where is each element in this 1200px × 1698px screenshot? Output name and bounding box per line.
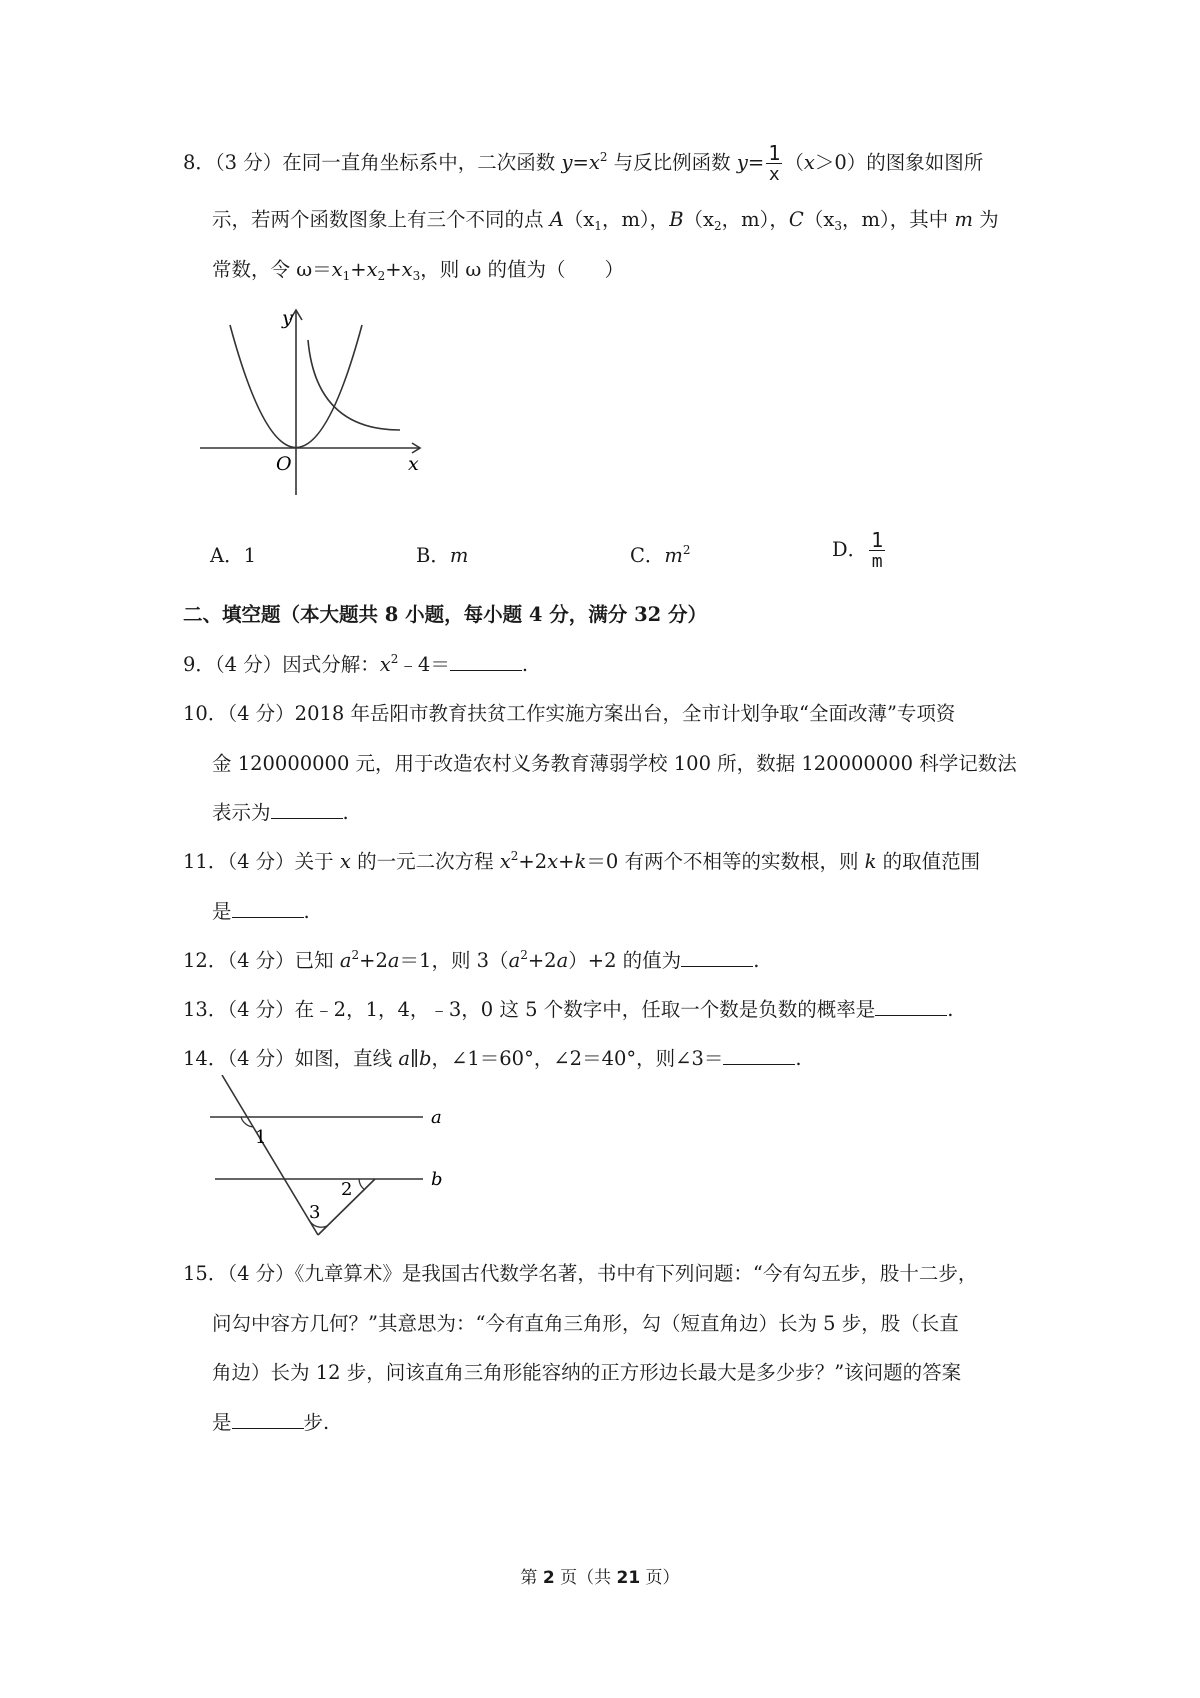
fig-label-1: 1: [255, 1127, 267, 1148]
footer-total-pages: 21: [616, 1568, 641, 1588]
q8-point-a-args: （x: [563, 208, 595, 231]
option-c-exp: 2: [682, 543, 691, 557]
q8-point-b: B: [669, 208, 684, 231]
q8-var-m: m: [954, 208, 973, 231]
q14: [183, 1045, 802, 1073]
q11-line2-text: 是: [212, 900, 232, 923]
q15-end: 步.: [303, 1411, 330, 1434]
q14-a: 14．（4 分）如图，直线: [183, 1047, 399, 1070]
q14-var-a: a: [398, 1047, 411, 1070]
q10-answer-blank: [271, 800, 343, 819]
q8-cond-x: x: [803, 151, 815, 174]
graph-x-label: x: [408, 453, 419, 475]
q15-line3: 角边）长为 12 步，问该直角三角形能容纳的正方形边长最大是多少步？”该问题的答案: [212, 1361, 962, 1384]
q8-sub3: 3: [834, 219, 842, 233]
option-b-label: B．: [416, 544, 450, 567]
q8-sub2: 2: [714, 219, 722, 233]
graph-origin-label: O: [276, 453, 292, 475]
q12-c: ＝1，则 3（: [399, 949, 509, 972]
q8-w-s3: 3: [412, 269, 421, 283]
q11-a: 11．（4 分）关于: [183, 850, 340, 873]
q8-point-a-m: ，m），: [601, 208, 670, 231]
q12-b: +2: [359, 949, 388, 972]
q8-cond-open: （: [784, 151, 804, 174]
q8-w-x3: x: [401, 258, 413, 281]
q8-frac-num: 1: [768, 141, 781, 165]
q10-line2: 金 120000000 元，用于改造农村义务教育薄弱学校 100 所，数据 120000000 科学记数法: [212, 752, 1017, 775]
q8-graph: [200, 300, 430, 500]
q12-var2: a: [387, 949, 400, 972]
q10-line1: 10．（4 分）2018 年岳阳市教育扶贫工作实施方案出台，全市计划争取“全面改薄”专项资: [183, 702, 956, 725]
transversal: [222, 1075, 321, 1235]
option-c-label: C．: [630, 544, 665, 567]
q11-var-k2: k: [864, 850, 877, 873]
option-d-den: m: [871, 551, 883, 572]
q8-w-s2: 2: [377, 269, 386, 283]
section-heading: 二、填空题（本大题共 8 小题，每小题 4 分，满分 32 分）: [183, 603, 708, 626]
q9-rest: ﹣4＝: [398, 653, 450, 676]
q8-option-a: [210, 542, 256, 570]
q8-point-c-m: ，m），其中: [841, 208, 955, 231]
q8-sub1: 1: [594, 219, 602, 233]
q8-line2: [212, 206, 999, 234]
q11-d: +: [558, 850, 575, 873]
q14-answer-blank: [723, 1046, 795, 1065]
q14-parallel: ∥: [410, 1047, 420, 1070]
q12-var1: a: [339, 949, 352, 972]
q12-answer-blank: [681, 948, 753, 967]
fig-label-b: b: [431, 1169, 443, 1190]
q11-f: 的取值范围: [876, 850, 981, 873]
q8-line3-end: ，则 ω 的值为（ ）: [420, 258, 625, 281]
q14-figure: [205, 1075, 455, 1245]
q12-a: 12．（4 分）已知: [183, 949, 340, 972]
q8-cond-rest: ＞0）的图象如图所: [814, 151, 984, 174]
q11-line1: [183, 848, 980, 876]
footer-a: 第: [520, 1568, 543, 1588]
q14-var-b: b: [419, 1047, 432, 1070]
q8-frac-den: x: [768, 164, 780, 185]
q11-line2: [212, 898, 310, 926]
option-d-fraction: [869, 530, 885, 571]
q8-var-x: x: [588, 151, 600, 174]
fig-label-a: a: [431, 1107, 442, 1128]
q12-exp1: 2: [351, 948, 360, 962]
angle2-arc: [359, 1179, 365, 1190]
q14-end: .: [795, 1047, 802, 1070]
q8-line3: [212, 256, 624, 284]
q8-var-y2: y: [736, 151, 748, 174]
footer-c: 页）: [640, 1568, 680, 1588]
option-b-var: m: [449, 544, 469, 567]
q12-d: +2: [527, 949, 557, 972]
q8-point-a: A: [549, 208, 564, 231]
q10-line3-text: 表示为: [212, 801, 271, 824]
q8-w-plus2: +: [385, 258, 402, 281]
q8-w-plus1: +: [350, 258, 367, 281]
q8-line1: [183, 143, 983, 184]
q9-exp: 2: [390, 652, 399, 666]
q8-eq: =: [572, 151, 589, 174]
option-c-var: m: [664, 544, 683, 567]
q8-line3-text: 常数，令 ω＝: [212, 258, 332, 281]
q8-mid: 与反比例函数: [607, 151, 737, 174]
q9-prefix: 9．（4 分）因式分解：: [183, 653, 380, 676]
q12-end: .: [753, 949, 760, 972]
q13-end: .: [947, 998, 954, 1021]
q8-point-b-m: ，m），: [721, 208, 789, 231]
q12-e: ）+2 的值为: [568, 949, 682, 972]
q9-end: .: [521, 653, 529, 676]
option-a-label: A．1: [210, 544, 256, 567]
q11-var-x: x: [339, 850, 351, 873]
q10-end: .: [342, 801, 349, 824]
option-d-label: D．: [832, 538, 868, 561]
q8-option-d: [832, 530, 887, 571]
q8-option-c: [630, 542, 691, 570]
q8-fraction: [766, 143, 782, 184]
q8-prefix: 8．（3 分）在同一直角坐标系中，二次函数: [183, 151, 562, 174]
q8-var-y: y: [561, 151, 573, 174]
q12-var4: a: [556, 949, 569, 972]
q12: [183, 947, 759, 975]
q11-c: +2: [518, 850, 548, 873]
q15-answer-blank: [232, 1410, 304, 1429]
q8-exp: 2: [599, 150, 608, 164]
q8-w-x2: x: [366, 258, 378, 281]
q8-line2-end: 为: [972, 208, 999, 231]
graph-y-label: y: [282, 307, 293, 329]
q11-b: 的一元二次方程: [350, 850, 500, 873]
q8-w-s1: 1: [342, 269, 351, 283]
q11-end: .: [303, 900, 310, 923]
q12-var3: a: [508, 949, 521, 972]
page-footer: [0, 1563, 1200, 1588]
footer-b: 页（共: [554, 1568, 617, 1588]
q8-point-b-args: （x: [683, 208, 715, 231]
q9: [183, 651, 528, 679]
q11-exp: 2: [510, 849, 519, 863]
q11-var-x3: x: [547, 850, 559, 873]
footer-page-number: 2: [542, 1568, 555, 1588]
q8-line2-text: 示，若两个函数图象上有三个不同的点: [212, 208, 550, 231]
q11-var-k: k: [574, 850, 587, 873]
fig-label-2: 2: [341, 1179, 353, 1200]
q8-eq2: =: [747, 151, 765, 174]
q12-exp2: 2: [520, 948, 528, 962]
q15-line1: 15．（4 分）《九章算术》是我国古代数学名著，书中有下列问题：“今有勾五步，股十二步，: [183, 1262, 978, 1285]
q11-e: ＝0 有两个不相等的实数根，则: [586, 850, 865, 873]
q11-var-x2: x: [499, 850, 511, 873]
option-d-num: 1: [871, 528, 884, 552]
q9-var-x: x: [379, 653, 391, 676]
q8-option-b: [416, 542, 468, 570]
q8-point-c-args: （x: [803, 208, 835, 231]
q15-line4-text: 是: [212, 1411, 232, 1434]
fig-label-3: 3: [309, 1202, 321, 1223]
q11-answer-blank: [232, 899, 304, 918]
q15-line2: 问勾中容方几何？”其意思为：“今有直角三角形，勾（短直角边）长为 5 步，股（长直: [212, 1312, 959, 1335]
q10-line3: [212, 799, 349, 827]
q14-b: ，∠1＝60°，∠2＝40°，则∠3＝: [431, 1047, 724, 1070]
q9-answer-blank: [450, 652, 522, 671]
q8-point-c: C: [788, 208, 804, 231]
q8-w-x1: x: [331, 258, 343, 281]
q13-answer-blank: [875, 997, 947, 1016]
q13: [183, 996, 953, 1024]
q13-text: 13．（4 分）在﹣2，1，4，﹣3，0 这 5 个数字中，任取一个数是负数的概率是: [183, 998, 876, 1021]
q15-line4: [212, 1409, 329, 1437]
